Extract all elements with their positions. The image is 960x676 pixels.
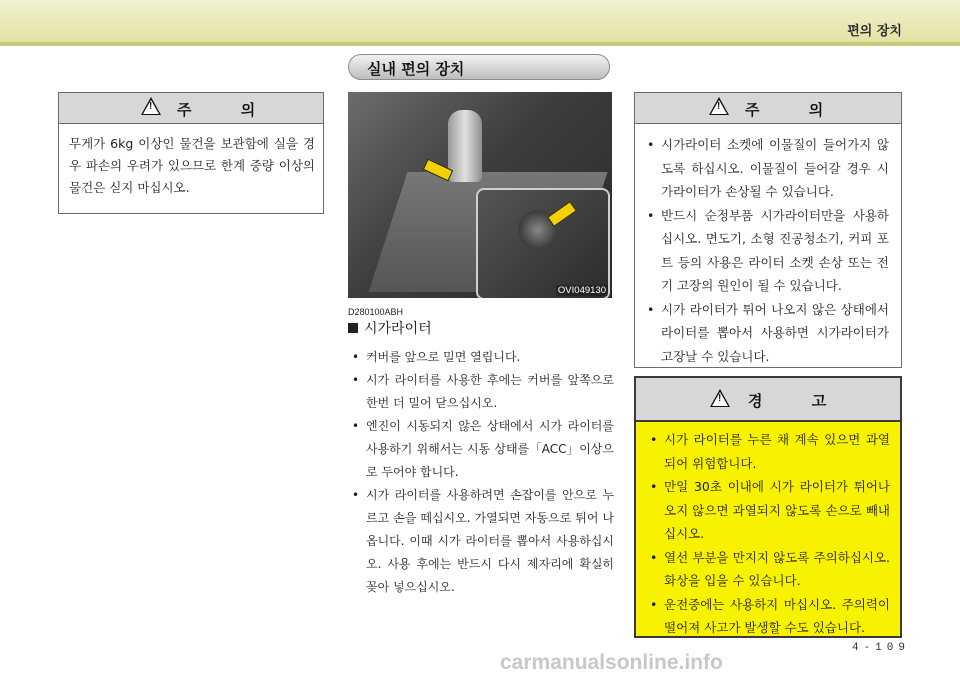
page-title: [348, 54, 610, 80]
header-divider: [0, 42, 960, 46]
warning-list: [648, 428, 890, 640]
list-item: • 시가 라이터를 누른 채 계속 있으면 과열되어 위험합니다.: [648, 428, 890, 475]
warning-triangle-icon: !: [709, 97, 729, 115]
cigarette-lighter-photo: [348, 92, 612, 298]
header-bar: [0, 0, 960, 42]
caution-box-header: [635, 93, 901, 124]
section-title: 편의 장치: [847, 24, 902, 39]
arrow-icon: [547, 201, 577, 227]
caution-box-header: [59, 93, 323, 124]
list-item: • 운전중에는 사용하지 마십시오. 주의력이 떨어져 사고가 발생할 수도 있습니다.: [648, 593, 890, 640]
instruction-list: [350, 346, 614, 599]
warning-triangle-icon: !: [710, 389, 730, 407]
list-item: • 시가 라이터를 사용한 후에는 커버를 앞쪽으로 한번 더 밀어 닫으십시오.: [350, 369, 614, 415]
figure-code: OVI049130: [557, 285, 606, 296]
warning-box-header: [636, 378, 900, 422]
list-item: • 만일 30초 이내에 시가 라이터가 튀어나오지 않으면 과열되지 않도록 손으로 빼내십시오.: [648, 475, 890, 546]
caution-box-right: [634, 92, 902, 368]
caution-label: 주 의: [177, 101, 278, 119]
watermark-text: carmanualsonline.info: [500, 651, 723, 674]
warning-box: [634, 376, 902, 638]
list-item: • 열선 부분을 만지지 않도록 주의하십시오. 화상을 입을 수 있습니다.: [648, 546, 890, 593]
warning-label: 경 고: [748, 392, 849, 410]
caution-label: 주 의: [745, 101, 846, 119]
warning-triangle-icon: !: [141, 97, 161, 115]
caution-text: 무게가 6kg 이상인 물건을 보관함에 실을 경우 파손의 우려가 있으므로 한계 중량 이상의 물건은 싣지 마십시오.: [69, 136, 315, 195]
page-number: 4-109: [851, 642, 910, 654]
list-item: • 시가라이터 소켓에 이물질이 들어가지 않도록 하십시오. 이물질이 들어갈 경우 시가라이터가 손상될 수 있습니다.: [645, 133, 889, 204]
list-item: • 반드시 순정부품 시가라이터만을 사용하십시오. 면도기, 소형 진공청소기, 커피 포트 등의 사용은 라이터 소켓 손상 또는 전기 고장의 원인이 될 수 있습니다.: [645, 204, 889, 298]
caution-list: [645, 133, 889, 368]
page-title-text: 실내 편의 장치: [367, 60, 465, 78]
square-bullet-icon: [348, 323, 358, 333]
sub-heading-text: 시가라이터: [364, 321, 432, 337]
detail-inset: [476, 188, 610, 298]
reference-code: D280100ABH: [348, 307, 404, 317]
sub-heading: [348, 318, 432, 338]
list-item: • 엔진이 시동되지 않은 상태에서 시가 라이터를 사용하기 위해서는 시동 상태를「ACC」이상으로 두어야 합니다.: [350, 415, 614, 484]
caution-box-left: [58, 92, 324, 214]
list-item: • 커버를 앞으로 밀면 열립니다.: [350, 346, 614, 369]
list-item: • 시가 라이터가 튀어 나오지 않은 상태에서 라이터를 뽑아서 사용하면 시가라이터가 고장날 수 있습니다.: [645, 298, 889, 369]
gear-lever-graphic: [448, 110, 482, 182]
list-item: • 시가 라이터를 사용하려면 손잡이를 안으로 누르고 손을 떼십시오. 가열되면 자동으로 튀어 나옵니다. 이때 시가 라이터를 뽑아서 사용하십시오. 사용 후에는 반드시 다시 제자리에 확실히 꽂아 넣으십시오.: [350, 484, 614, 599]
